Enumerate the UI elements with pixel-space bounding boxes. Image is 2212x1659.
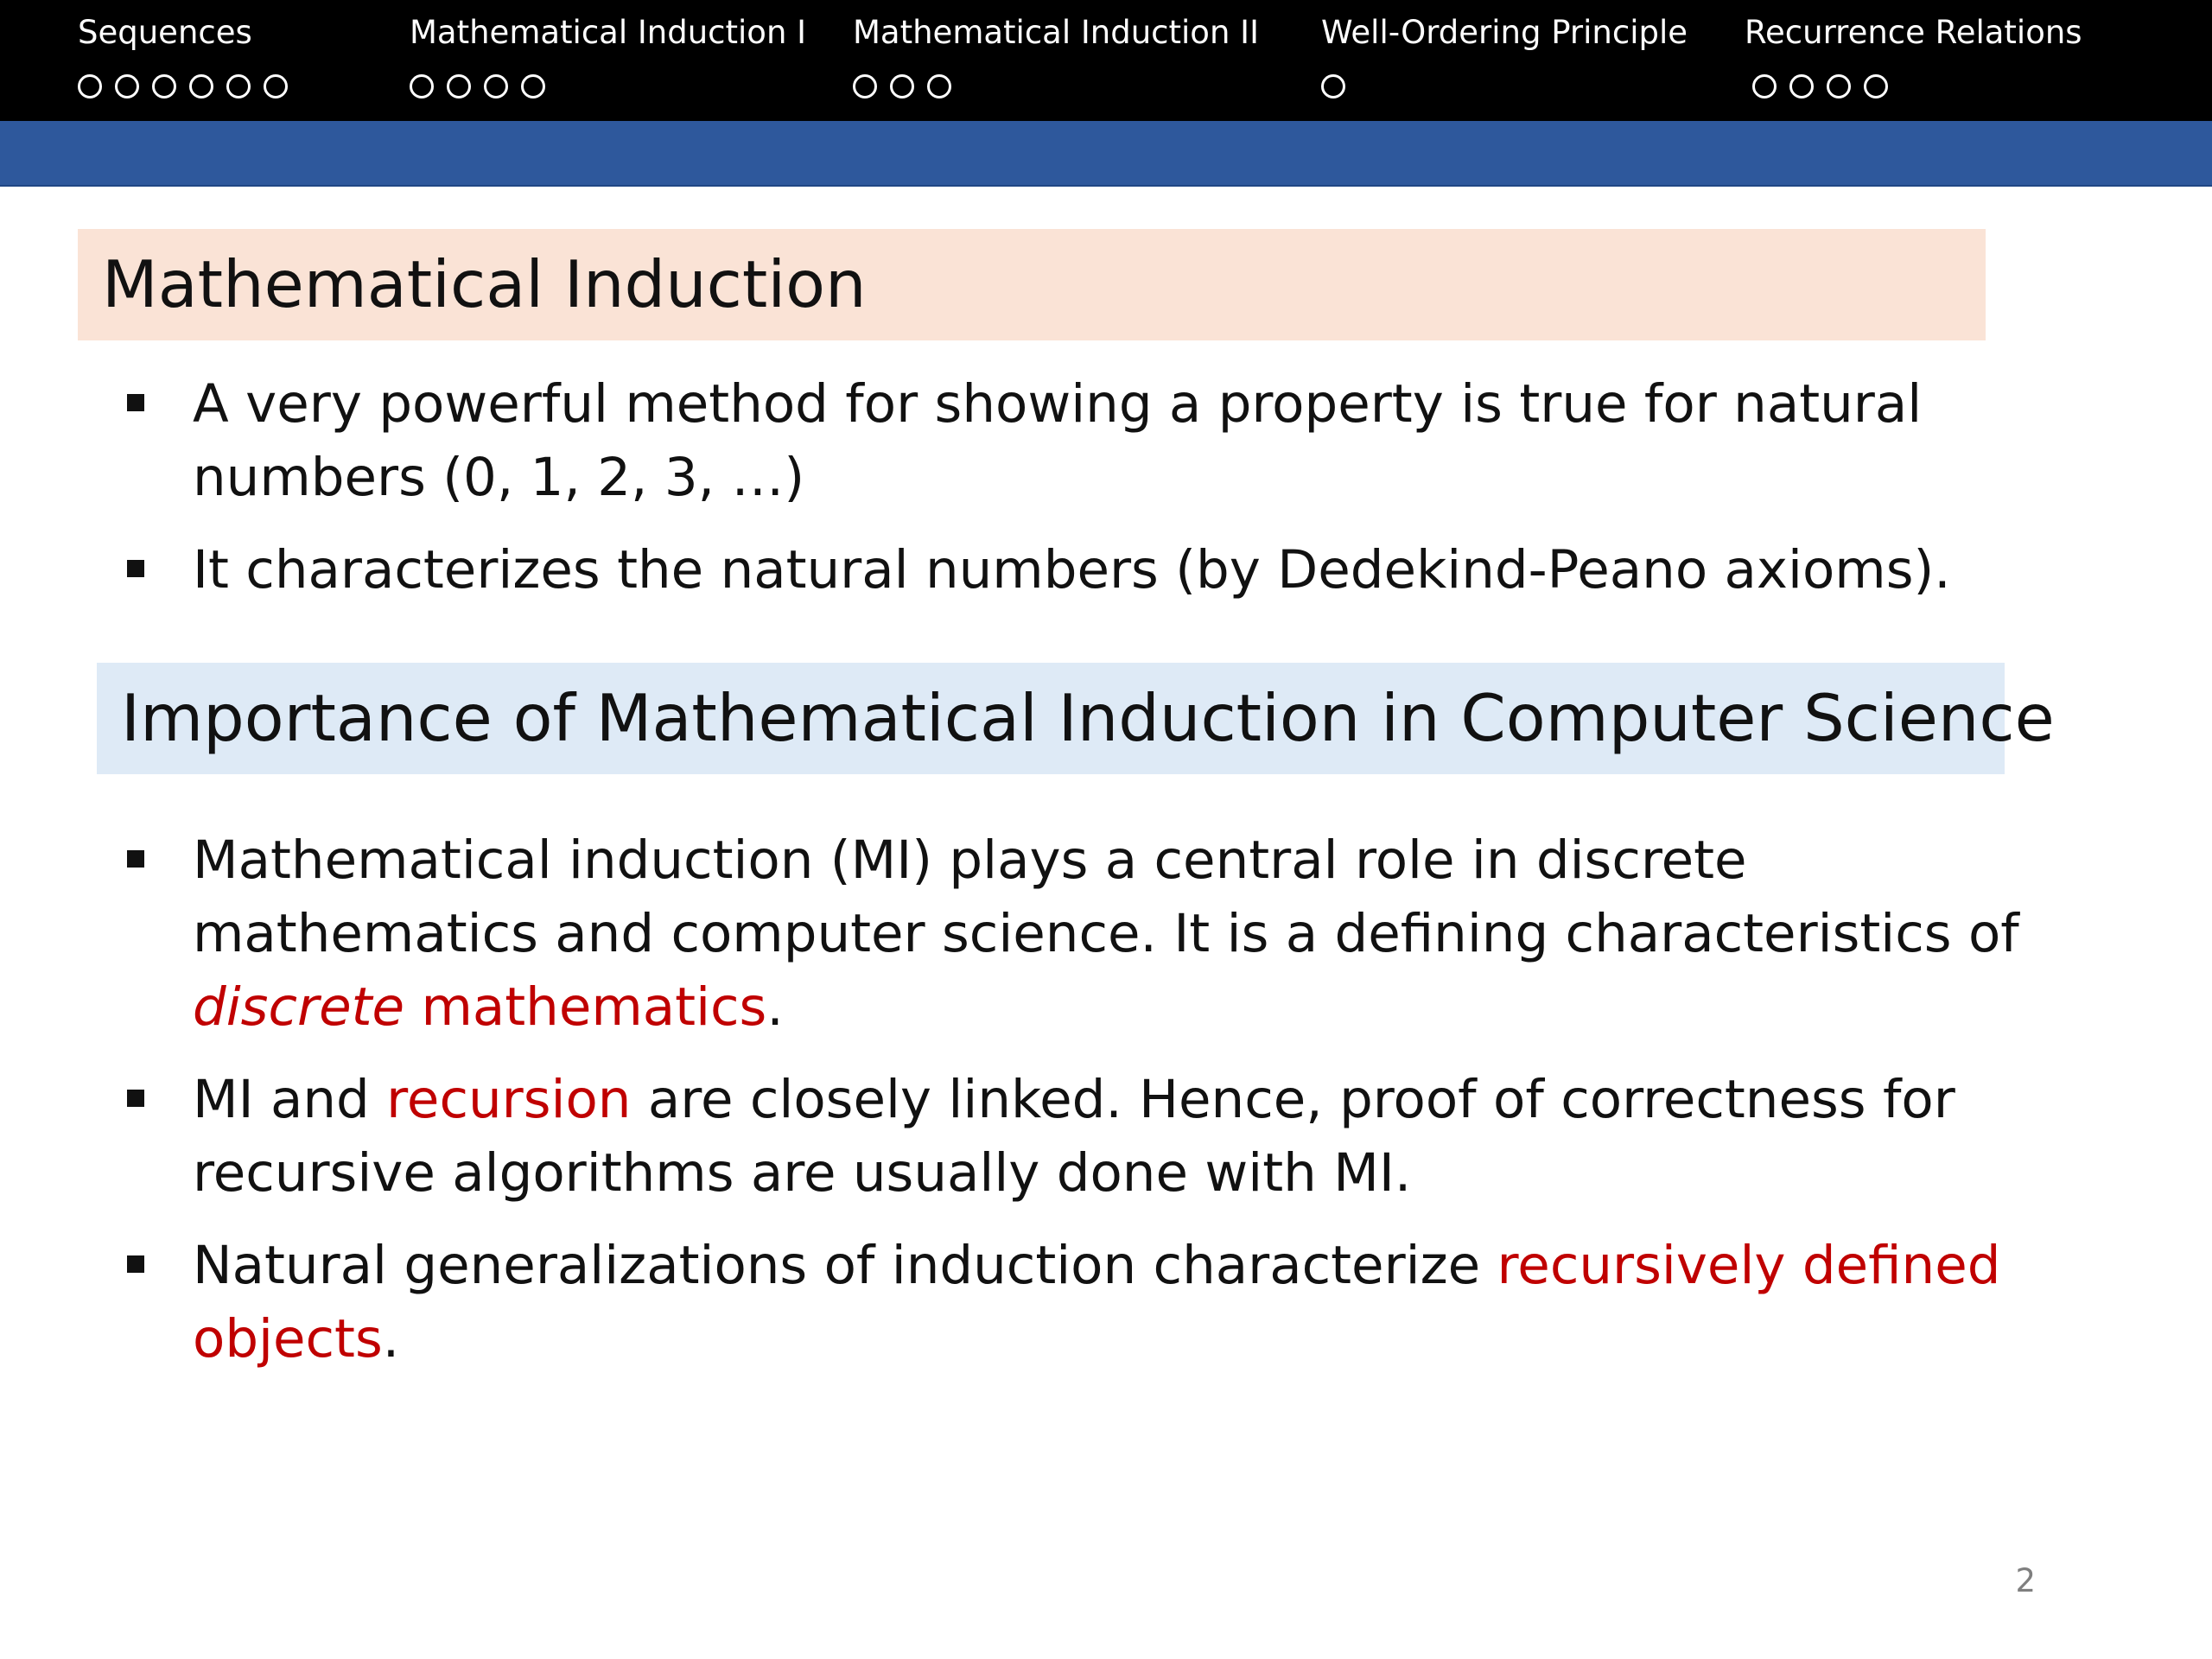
nav-slide-dot[interactable]: [189, 74, 213, 99]
bullet-list-mathematical-induction: [0, 367, 2024, 626]
square-bullet-icon: [127, 1090, 144, 1107]
nav-section-mathematical-induction-1[interactable]: [410, 14, 806, 99]
nav-section-dots: [78, 74, 288, 99]
bullet-text: are closely linked. Hence, proof of correctness for recursive algorithms are usually done with MI.: [193, 1069, 1955, 1204]
bullet-text: A very powerful method for showing a property is true for natural numbers (0, 1, 2, 3, …): [193, 373, 1923, 508]
nav-slide-dot[interactable]: [1752, 74, 1777, 99]
nav-slide-dot[interactable]: [410, 74, 434, 99]
nav-section-title[interactable]: Well-Ordering Principle: [1321, 14, 1688, 51]
page-number: 2: [2015, 1562, 2036, 1599]
nav-slide-dot[interactable]: [447, 74, 471, 99]
bullet-item: [0, 1063, 2024, 1210]
nav-slide-dot[interactable]: [1864, 74, 1888, 99]
bullet-text: Mathematical induction (MI) plays a central role in discrete mathematics and computer science. It is a defining characteristics of: [193, 830, 2019, 964]
nav-section-dots: [853, 74, 1259, 99]
bullet-item: [0, 823, 2024, 1044]
nav-section-dots: [1752, 74, 2082, 99]
nav-section-well-ordering-principle[interactable]: [1321, 14, 1688, 99]
bullet-text: It characterizes the natural numbers (by Dedekind-Peano axioms).: [193, 539, 1951, 601]
nav-section-title[interactable]: Recurrence Relations: [1745, 14, 2082, 51]
square-bullet-icon: [127, 850, 144, 868]
bullet-text: [404, 976, 421, 1038]
bullet-item: [0, 533, 2024, 607]
section-navigation-bar: [0, 0, 2212, 121]
nav-slide-dot[interactable]: [264, 74, 288, 99]
bullet-text: .: [382, 1308, 400, 1370]
nav-slide-dot[interactable]: [927, 74, 951, 99]
nav-slide-dot[interactable]: [484, 74, 508, 99]
nav-section-title[interactable]: Sequences: [78, 14, 252, 51]
bullet-item: [0, 367, 2024, 514]
nav-slide-dot[interactable]: [1789, 74, 1814, 99]
square-bullet-icon: [127, 560, 144, 577]
highlight-text: recursion: [386, 1069, 632, 1130]
nav-slide-dot[interactable]: [226, 74, 251, 99]
bullet-text: .: [766, 976, 784, 1038]
square-bullet-icon: [127, 394, 144, 411]
nav-slide-dot[interactable]: [152, 74, 176, 99]
section-title-mathematical-induction: Mathematical Induction: [78, 229, 1986, 340]
nav-slide-dot[interactable]: [853, 74, 877, 99]
nav-section-title[interactable]: Mathematical Induction I: [410, 14, 807, 51]
highlight-text: recursively defined objects: [193, 1235, 2001, 1370]
nav-section-title[interactable]: Mathematical Induction II: [853, 14, 1259, 51]
nav-slide-dot[interactable]: [1827, 74, 1851, 99]
bullet-text: MI and: [193, 1069, 387, 1130]
nav-slide-dot[interactable]: [1321, 74, 1345, 99]
nav-section-dots: [1321, 74, 1688, 99]
nav-section-recurrence-relations[interactable]: [1745, 14, 2082, 99]
bullet-text: Natural generalizations of induction characterize: [193, 1235, 1497, 1296]
nav-slide-dot[interactable]: [890, 74, 914, 99]
highlight-italic-text: discrete: [193, 976, 405, 1038]
nav-slide-dot[interactable]: [115, 74, 139, 99]
section-title-importance-in-cs: Importance of Mathematical Induction in Computer Science: [97, 663, 2005, 774]
highlight-text: mathematics: [421, 976, 767, 1038]
nav-section-dots: [410, 74, 806, 99]
nav-section-sequences[interactable]: [78, 14, 288, 99]
bullet-item: [0, 1229, 2024, 1376]
bullet-list-importance: [0, 823, 2024, 1395]
nav-section-mathematical-induction-2[interactable]: [853, 14, 1259, 99]
header-band: [0, 121, 2212, 187]
nav-slide-dot[interactable]: [78, 74, 102, 99]
nav-slide-dot[interactable]: [521, 74, 545, 99]
square-bullet-icon: [127, 1255, 144, 1273]
